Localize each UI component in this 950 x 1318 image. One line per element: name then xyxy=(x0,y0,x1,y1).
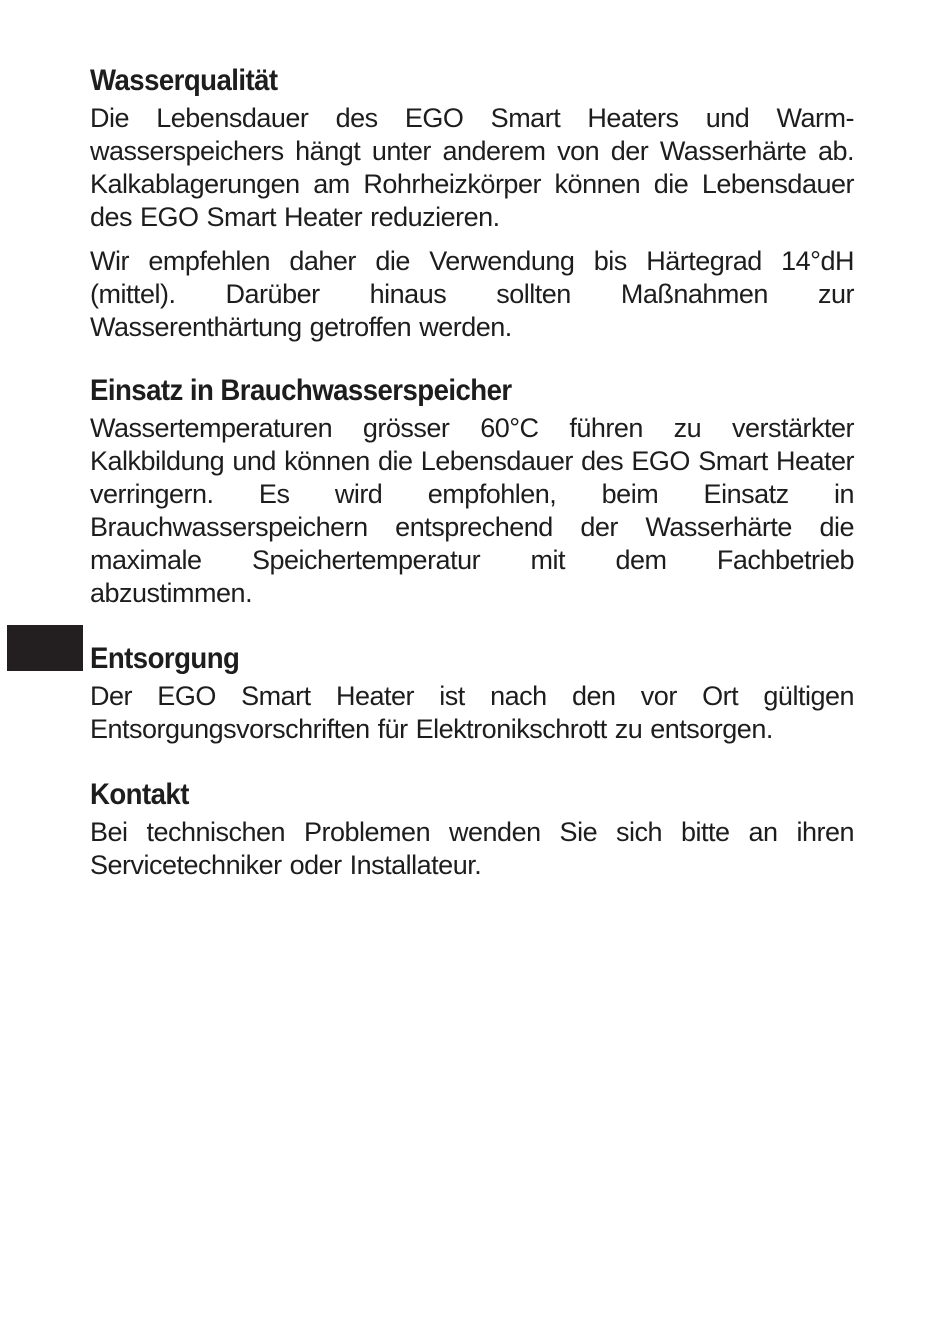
paragraph: Wassertemperaturen grösser 60°C führen zu verstärkter Kalkbildung und können die Lebensdauer des EGO Smart Heater verringern. Es wird empfohlen, beim Einsatz in Brauchwasserspeichern entsprechend der Wasserhärte die maximale Speichertemperatur mit dem Fachbetrieb abzustimmen. xyxy=(90,413,854,608)
section-heading: Wasserqualität xyxy=(90,64,278,97)
paragraph: Bei technischen Problemen wenden Sie sich bitte an ihren Servicetechniker oder Installateur. xyxy=(90,817,854,880)
document-page xyxy=(90,62,854,882)
paragraph: Wir empfehlen daher die Verwendung bis Härtegrad 14°dH (mittel). Darüber hinaus sollten Maßnahmen zur Wasserenthärtung getroffen werden. xyxy=(90,246,854,342)
section-heading: Kontakt xyxy=(90,778,189,811)
section-wasserqualitaet xyxy=(90,62,854,344)
section-heading: Entsorgung xyxy=(90,642,240,675)
paragraph: Die Lebensdauer des EGO Smart Heaters und Warm-wasserspeichers hängt unter anderem von der Wasserhärte ab. Kalkablagerungen am Rohrheizkörper können die Lebensdauer des EGO Smart Heater reduzieren. xyxy=(90,103,854,232)
section-heading: Einsatz in Brauchwasserspeicher xyxy=(90,374,512,407)
section-einsatz-in-brauchwasserspeicher xyxy=(90,372,854,610)
paragraph: Der EGO Smart Heater ist nach den vor Ort gültigen Entsorgungsvorschriften für Elektronikschrott zu entsorgen. xyxy=(90,681,854,744)
section-entsorgung xyxy=(90,640,854,746)
section-kontakt xyxy=(90,776,854,882)
chapter-tab-marker xyxy=(7,625,83,671)
